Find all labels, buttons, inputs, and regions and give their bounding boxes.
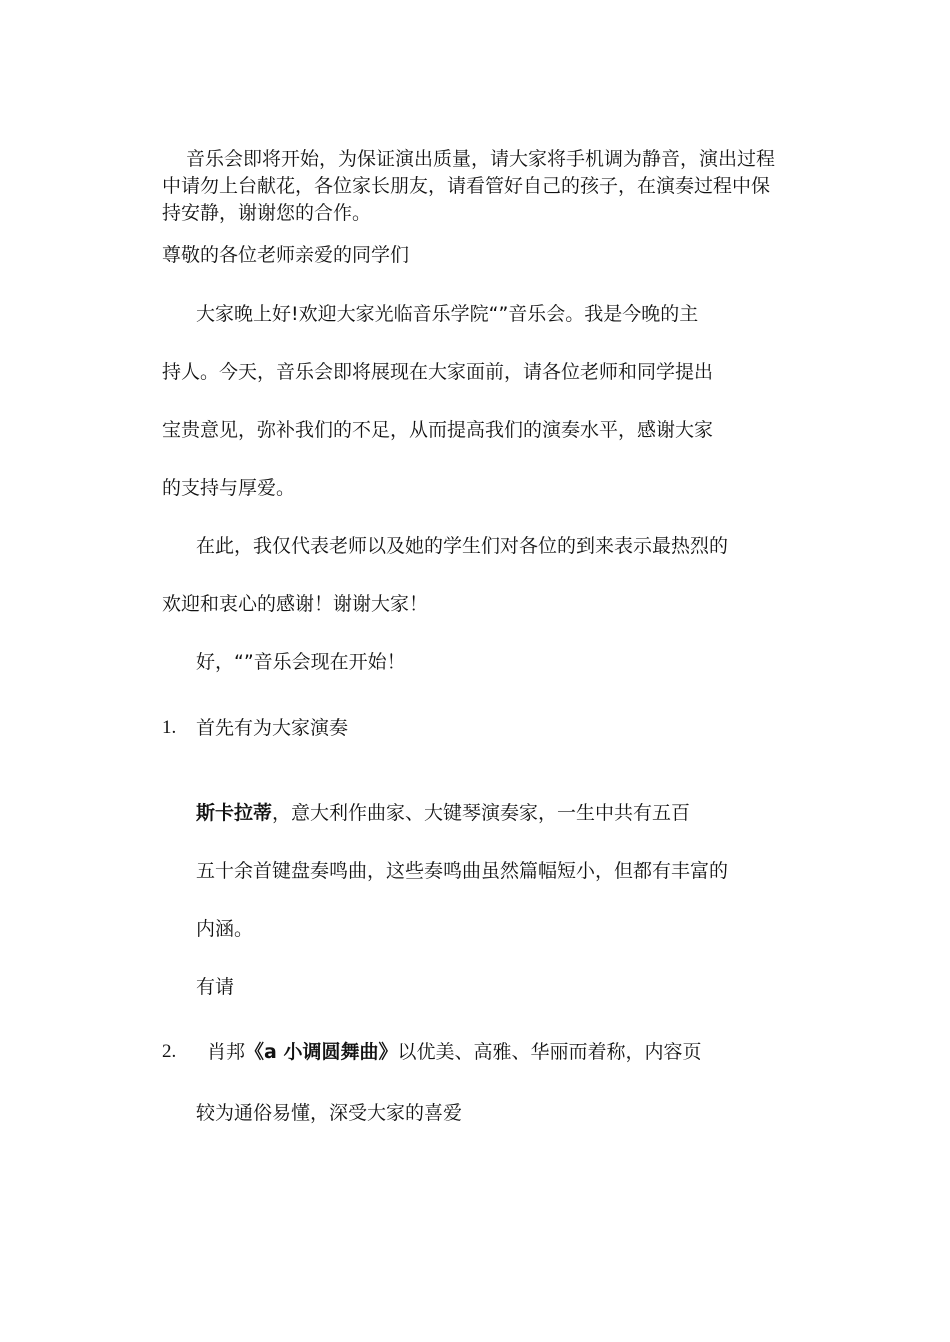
item-1-desc-line-1 xyxy=(196,801,690,825)
intro-line-2: 持人。今天，音乐会即将展现在大家面前，请各位老师和同学提出 xyxy=(162,361,714,383)
item-1-desc-line-2: 五十余首键盘奏鸣曲，这些奏鸣曲虽然篇幅短小，但都有丰富的 xyxy=(196,860,729,882)
notice-text: 音乐会即将开始，为保证演出质量，请大家将手机调为静音，演出过程中请勿上台献花，各位家长朋友，请看管好自己的孩子，在演奏过程中保持安静，谢谢您的合作。 xyxy=(162,148,776,224)
start-line: 好，“”音乐会现在开始！ xyxy=(196,651,406,673)
item-2-desc-1: 以优美、高雅、华丽而着称，内容页 xyxy=(397,1041,702,1063)
item-1-title: 首先有为大家演奏 xyxy=(196,717,349,739)
item-2-desc-line-1 xyxy=(207,1040,701,1064)
intro-line-3: 宝贵意见，弥补我们的不足，从而提高我们的演奏水平，感谢大家 xyxy=(162,419,714,441)
item-1-number: 1. xyxy=(162,717,177,738)
intro-line-1: 大家晚上好!欢迎大家光临音乐学院“”音乐会。我是今晚的主 xyxy=(196,303,699,325)
greeting-line: 尊敬的各位老师亲爱的同学们 xyxy=(162,244,410,266)
thanks-line-1: 在此，我仅代表老师以及她的学生们对各位的到来表示最热烈的 xyxy=(196,535,729,557)
item-1-desc-line-3: 内涵。 xyxy=(196,918,254,940)
item-1-composer: 斯卡拉蒂 xyxy=(196,802,273,824)
notice-paragraph xyxy=(162,146,780,227)
item-1-invite: 有请 xyxy=(196,976,235,998)
item-1-desc-1: ，意大利作曲家、大键琴演奏家，一生中共有五百 xyxy=(272,802,691,824)
item-2-work: 《a 小调圆舞曲》 xyxy=(245,1041,398,1063)
intro-line-4: 的支持与厚爱。 xyxy=(162,477,296,499)
thanks-line-2: 欢迎和衷心的感谢！谢谢大家！ xyxy=(162,593,429,615)
item-2-desc-line-2: 较为通俗易懂，深受大家的喜爱 xyxy=(196,1102,463,1124)
item-2-composer: 肖邦 xyxy=(207,1041,246,1063)
item-2-number: 2. xyxy=(162,1041,177,1062)
